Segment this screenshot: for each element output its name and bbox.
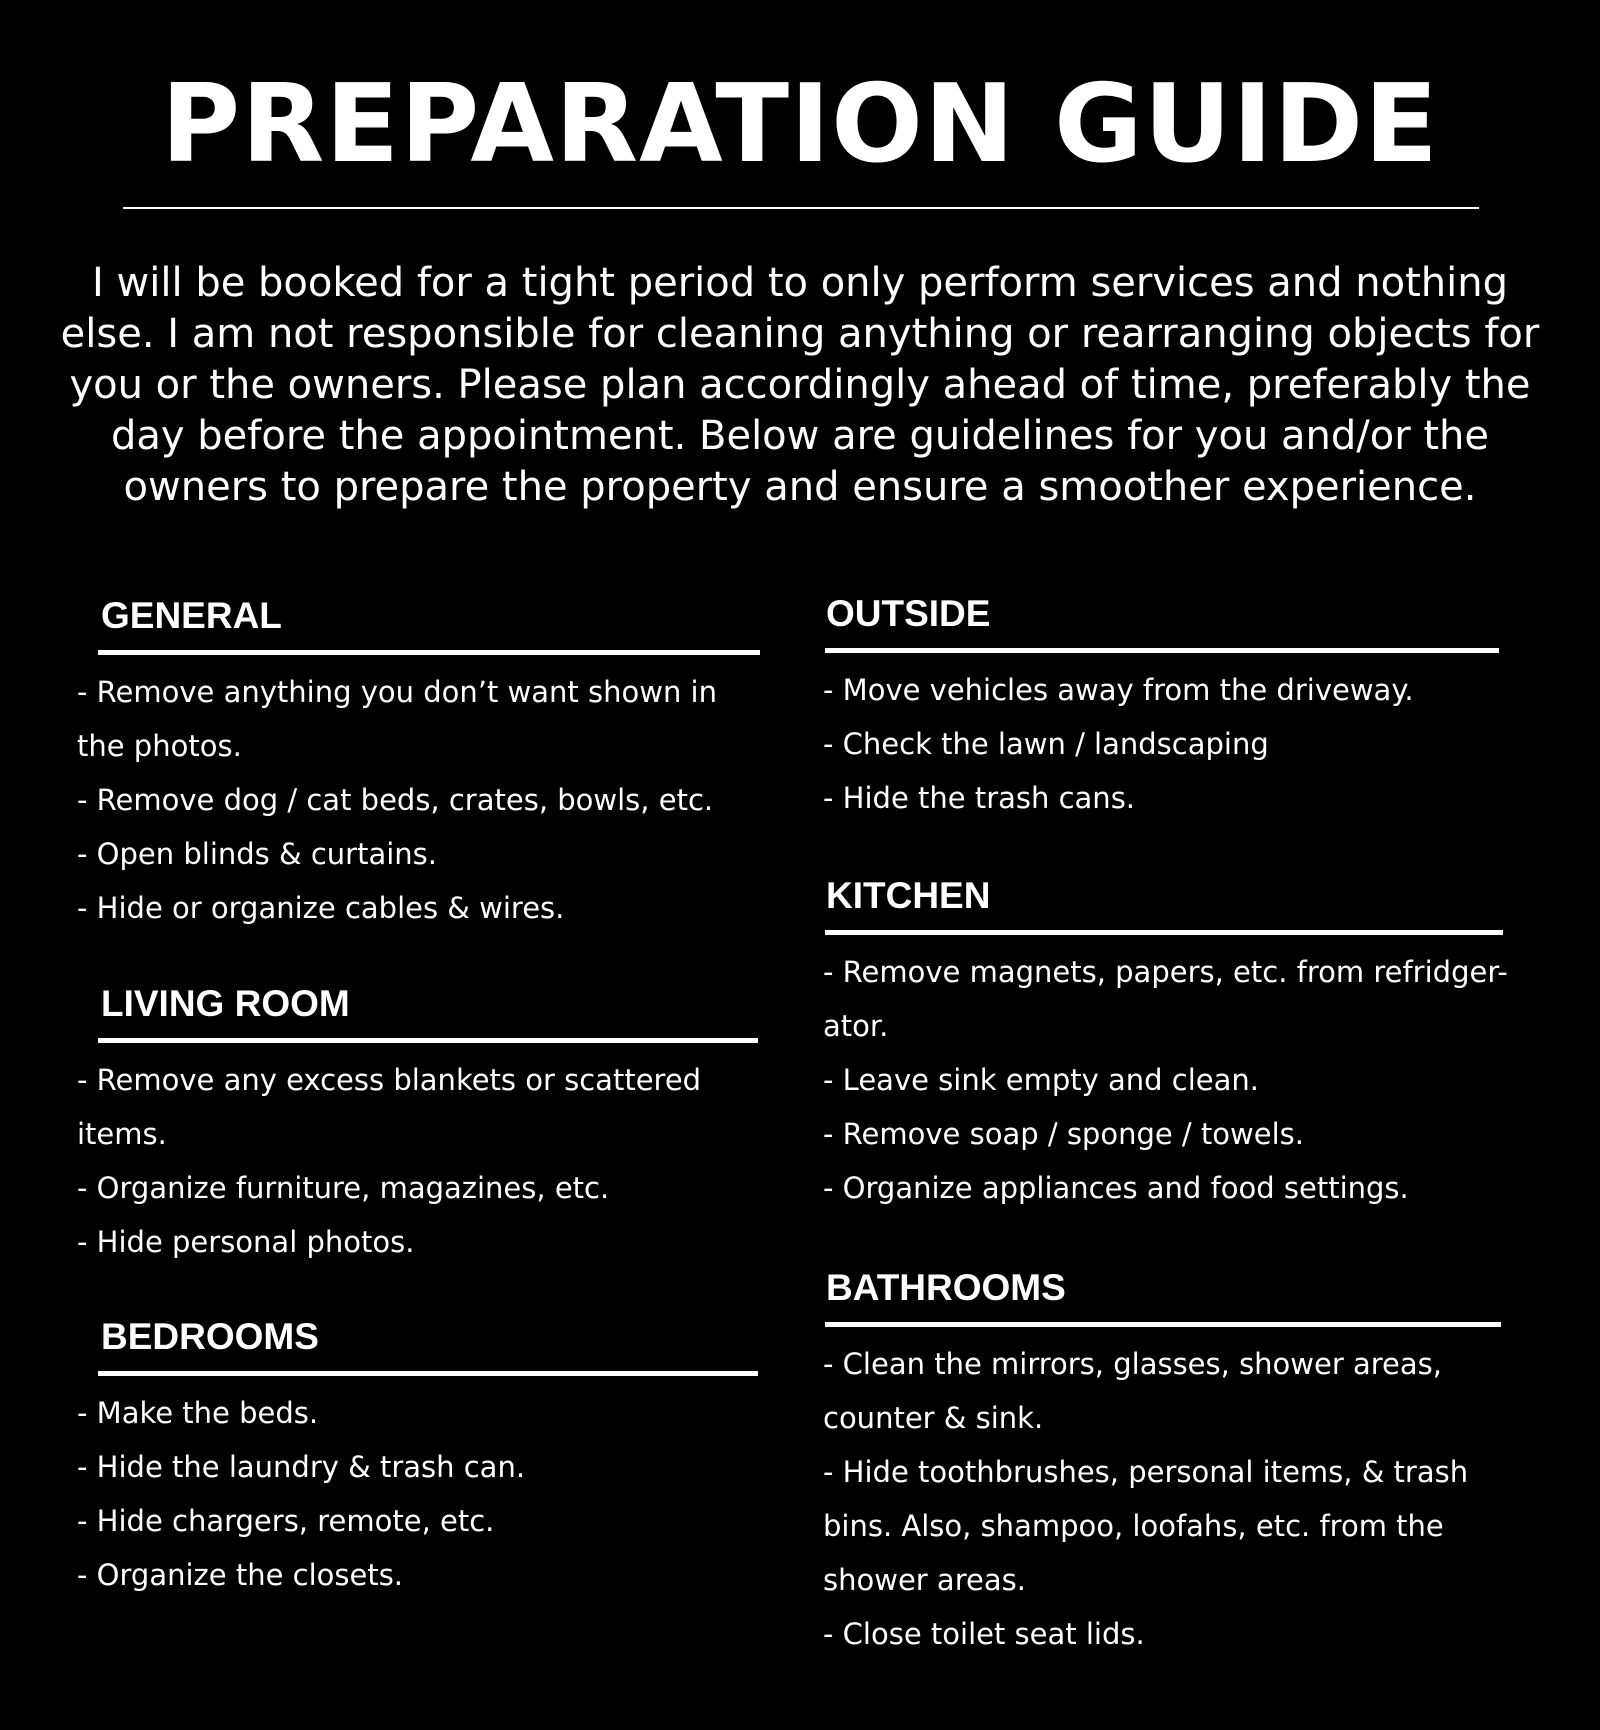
list-item: - Open blinds & curtains. [77,837,437,871]
list-item: - Hide the laundry & trash can. [77,1450,526,1484]
section-heading-outside: OUTSIDE [826,593,991,634]
list-item: - Close toilet seat lids. [823,1617,1145,1651]
intro-paragraph: I will be booked for a tight period to only perform services and nothing else. I am not responsible for cleaning anything or rearranging objects for you or the owners. Please plan accordingly ahead of time, preferably the day before the appointment. Below are guidelines for you and/or the owners to prepare the property and ensure a smoother experience. [60,260,1540,510]
section-items-living-room [77,1053,760,1269]
list-item: - Remove anything you don’t want shown in the photos. [77,675,717,763]
section-divider-outside [825,648,1499,653]
section-heading-bathrooms: BATHROOMS [826,1267,1066,1308]
section-divider-bathrooms [825,1322,1501,1327]
list-item: - Hide or organize cables & wires. [77,891,565,925]
section-living-room [77,982,760,1269]
list-item: - Check the lawn / landscaping [823,727,1269,761]
section-bedrooms [77,1315,760,1602]
list-item: - Organize the closets. [77,1558,404,1592]
list-item: - Organize furniture, magazines, etc. [77,1171,610,1205]
section-divider-kitchen [825,930,1503,935]
section-items-bedrooms [77,1386,760,1602]
section-bathrooms [823,1266,1523,1661]
list-item: - Remove any excess blankets or scattered items. [77,1063,702,1151]
title-divider [123,207,1479,209]
section-divider-bedrooms [98,1371,758,1376]
section-heading-living-room: LIVING ROOM [101,983,350,1024]
section-items-bathrooms [823,1337,1483,1661]
section-heading-kitchen: KITCHEN [826,875,991,916]
section-kitchen [823,874,1523,1215]
section-divider-general [98,650,760,655]
list-item: - Organize appliances and food settings. [823,1171,1409,1205]
section-outside [823,592,1523,825]
section-items-general [77,665,760,935]
section-heading-bedrooms: BEDROOMS [101,1316,319,1357]
section-items-kitchen [823,945,1523,1215]
list-item: - Leave sink empty and clean. [823,1063,1259,1097]
list-item: - Remove magnets, papers, etc. from refridger-ator. [823,955,1508,1043]
list-item: - Clean the mirrors, glasses, shower areas, counter & sink. [823,1347,1442,1435]
list-item: - Hide personal photos. [77,1225,415,1259]
section-general [77,594,760,935]
list-item: - Move vehicles away from the driveway. [823,673,1414,707]
list-item: - Remove soap / sponge / towels. [823,1117,1304,1151]
list-item: - Hide toothbrushes, personal items, & trash bins. Also, shampoo, loofahs, etc. from the shower areas. [823,1455,1469,1597]
section-divider-living-room [98,1038,758,1043]
list-item: - Remove dog / cat beds, crates, bowls, etc. [77,783,714,817]
list-item: - Make the beds. [77,1396,319,1430]
section-items-outside [823,663,1523,825]
page-title: PREPARATION GUIDE [161,62,1439,187]
list-item: - Hide chargers, remote, etc. [77,1504,495,1538]
section-heading-general: GENERAL [101,595,282,636]
list-item: - Hide the trash cans. [823,781,1136,815]
